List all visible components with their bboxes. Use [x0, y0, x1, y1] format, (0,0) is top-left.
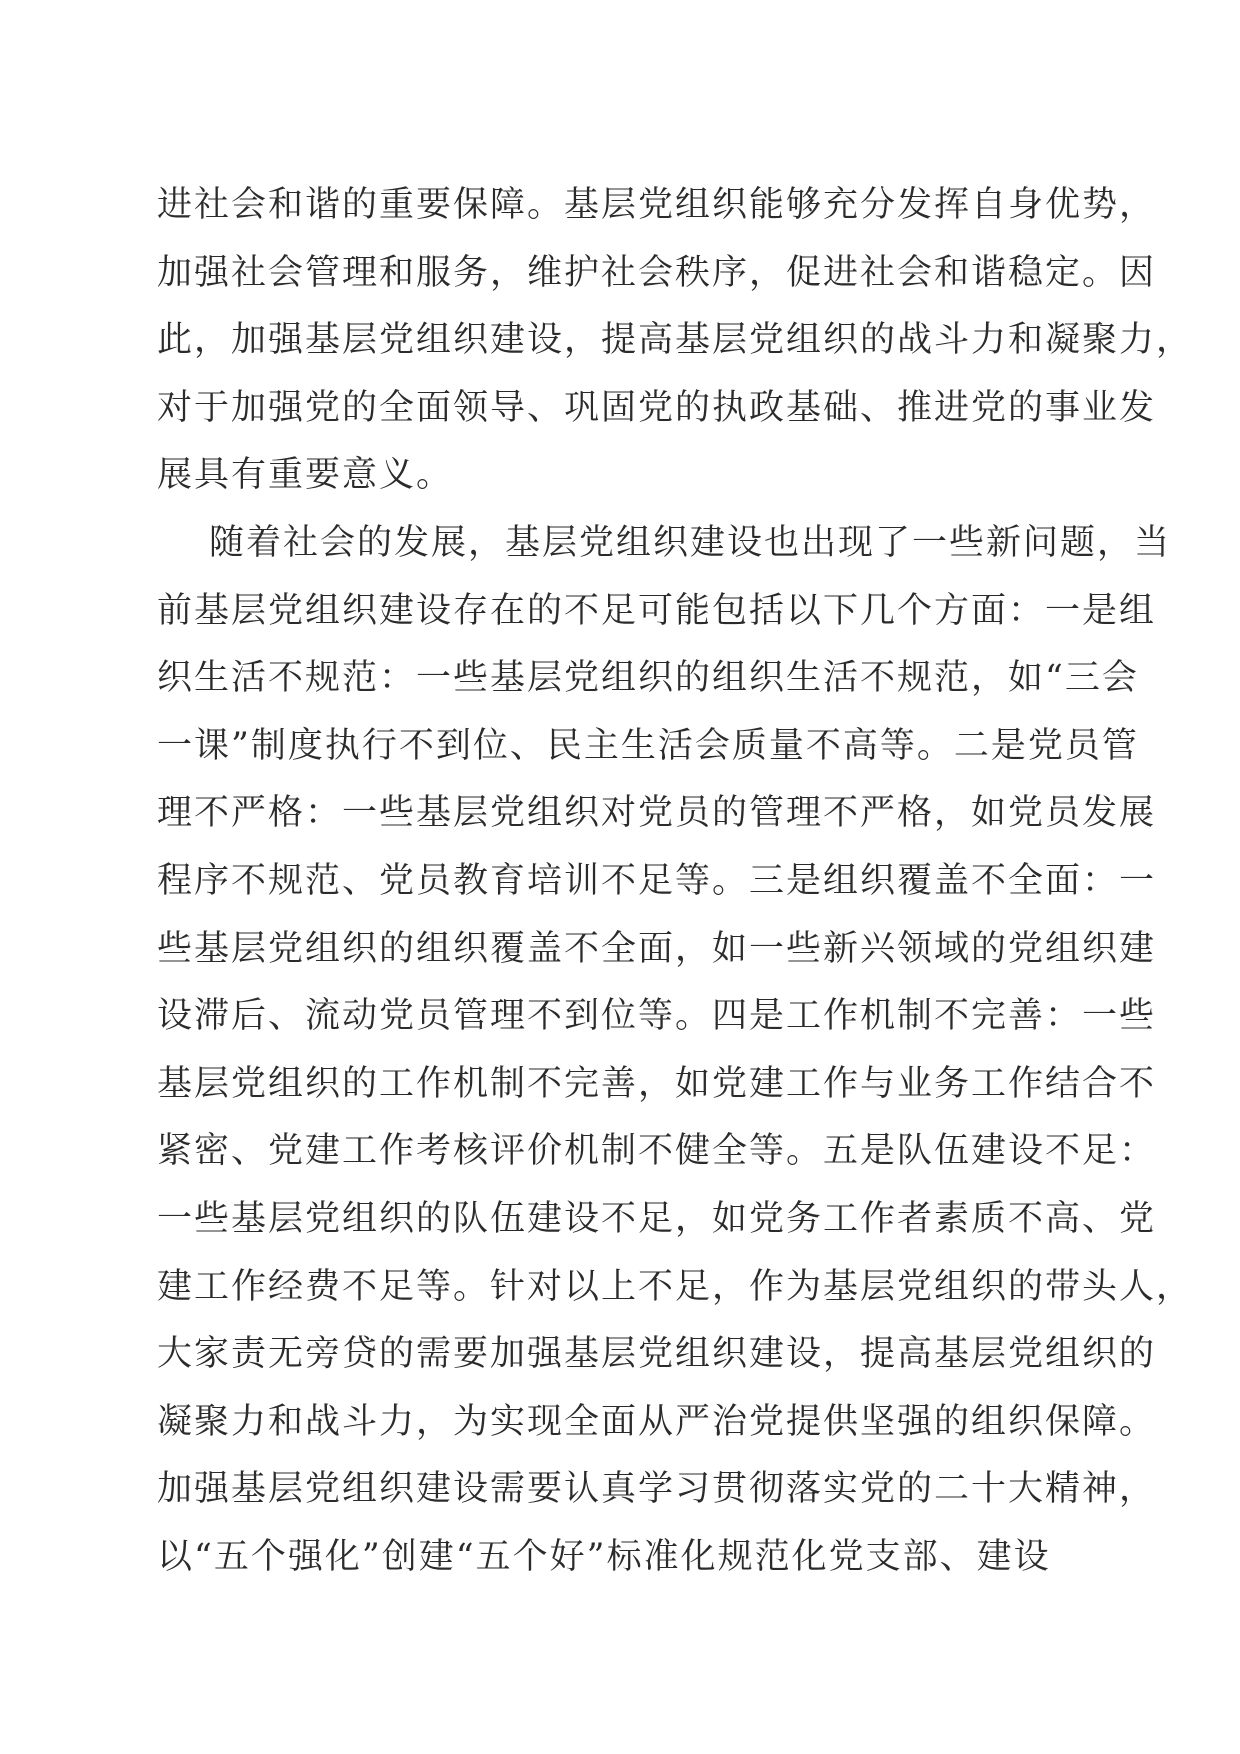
- text-line-8: 织生活不规范：一些基层党组织的组织生活不规范，如“三会: [157, 658, 1139, 699]
- text-line-6: 随着社会的发展，基层党组织建设也出现了一些新问题，当: [209, 522, 1172, 563]
- text-line-14: 基层党组织的工作机制不完善，如党建工作与业务工作结合不: [157, 1063, 1157, 1104]
- text-line-11: 程序不规范、党员教育培训不足等。三是组织覆盖不全面：一: [157, 860, 1157, 901]
- text-line-15: 紧密、党建工作考核评价机制不健全等。五是队伍建设不足：: [157, 1131, 1157, 1172]
- text-line-1: 进社会和谐的重要保障。基层党组织能够充分发挥自身优势，: [157, 185, 1157, 225]
- text-line-9: 一课”制度执行不到位、民主生活会质量不高等。二是党员管: [157, 725, 1139, 766]
- text-line-17: 建工作经费不足等。针对以上不足，作为基层党组织的带头人，: [157, 1266, 1194, 1307]
- text-line-20: 加强基层党组织建设需要认真学习贯彻落实党的二十大精神，: [157, 1469, 1157, 1510]
- text-line-21: 以“五个强化”创建“五个好”标准化规范化党支部、建设: [157, 1536, 1051, 1577]
- text-line-4: 对于加强党的全面领导、巩固党的执政基础、推进党的事业发: [157, 387, 1157, 428]
- text-line-19: 凝聚力和战斗力，为实现全面从严治党提供坚强的组织保障。: [157, 1401, 1157, 1442]
- text-line-13: 设滞后、流动党员管理不到位等。四是工作机制不完善：一些: [157, 996, 1157, 1037]
- text-line-16: 一些基层党组织的队伍建设不足，如党务工作者素质不高、党: [157, 1198, 1157, 1239]
- body-text: [157, 172, 1194, 1591]
- text-line-12: 些基层党组织的组织覆盖不全面，如一些新兴领域的党组织建: [157, 928, 1157, 969]
- text-line-3: 此，加强基层党组织建设，提高基层党组织的战斗力和凝聚力，: [157, 320, 1194, 361]
- text-line-18: 大家责无旁贷的需要加强基层党组织建设，提高基层党组织的: [157, 1334, 1157, 1375]
- text-line-7: 前基层党组织建设存在的不足可能包括以下几个方面：一是组: [157, 590, 1157, 631]
- text-line-2: 加强社会管理和服务，维护社会秩序，促进社会和谐稳定。因: [157, 252, 1157, 293]
- text-line-10: 理不严格：一些基层党组织对党员的管理不严格，如党员发展: [157, 793, 1157, 834]
- text-line-5: 展具有重要意义。: [157, 455, 454, 496]
